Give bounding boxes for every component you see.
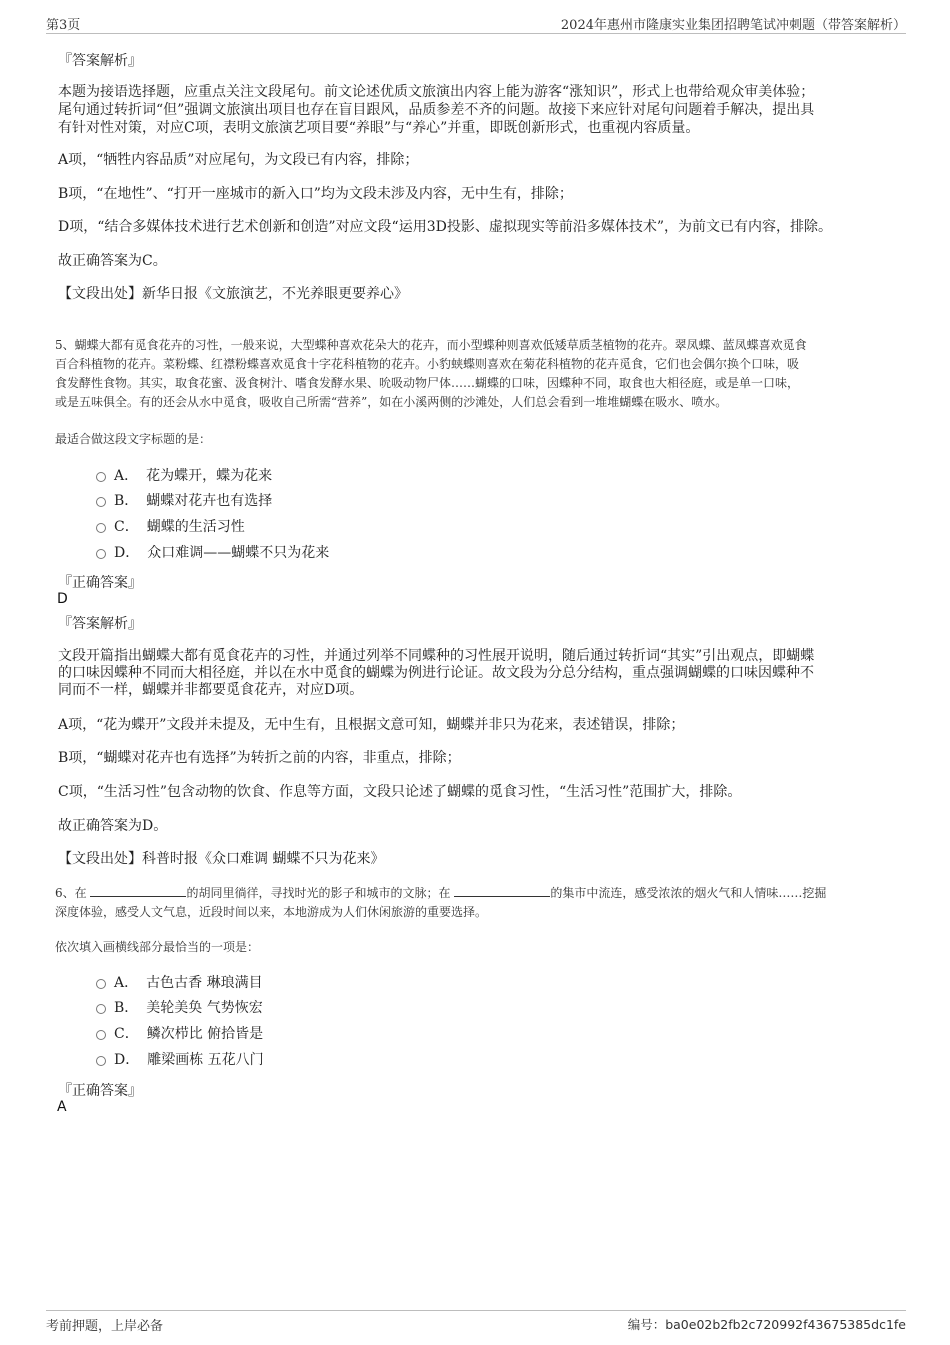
radio-icon[interactable] xyxy=(96,1004,106,1014)
q5-option-d[interactable]: D． 众口难调——蝴蝶不只为花来 xyxy=(96,543,329,563)
q4-analysis-paragraph xyxy=(58,84,898,138)
q5-passage-line: 5、蝴蝶大都有觅食花卉的习性，一般来说，大型蝶种喜欢花朵大的花卉，而小型蝶种则喜欢低矮草质茎植物的花卉。翠凤蝶、蓝凤蝶喜欢觅食 xyxy=(55,338,807,352)
q5-analysis-label: 『答案解析』 xyxy=(58,616,142,632)
q6-option-d[interactable]: D． 雕梁画栋 五花八门 xyxy=(96,1050,264,1070)
q5-correct-answer: D xyxy=(57,591,68,607)
q4-analysis-line: 本题为接语选择题，应重点关注文段尾句。前文论述优质文旅演出内容上能为游客“涨知识”，形式上也带给观众审美体验； xyxy=(58,84,815,100)
q6-correct-label: 『正确答案』 xyxy=(58,1083,142,1099)
radio-icon[interactable] xyxy=(96,979,106,989)
q5-prompt: 最适合做这段文字标题的是： xyxy=(55,432,212,446)
footer-slogan: 考前押题，上岸必备 xyxy=(46,1319,164,1334)
q6-prompt: 依次填入画横线部分最恰当的一项是： xyxy=(55,940,260,954)
radio-icon[interactable] xyxy=(96,523,106,533)
q5-option-c-analysis: C项，“生活习性”包含动物的饮食、作息等方面，文段只论述了蝴蝶的觅食习性，“生活习性”范围扩大，排除。 xyxy=(58,784,742,800)
q4-option-a-analysis: A项，“牺牲内容品质”对应尾句，为文段已有内容，排除； xyxy=(58,152,419,168)
q5-conclusion: 故正确答案为D。 xyxy=(58,818,168,834)
q4-source: 【文段出处】新华日报《文旅演艺，不光养眼更要养心》 xyxy=(58,286,408,302)
page-header xyxy=(46,14,906,34)
document-title: 2024年惠州市隆康实业集团招聘笔试冲刺题（带答案解析） xyxy=(560,18,906,33)
q4-conclusion: 故正确答案为C。 xyxy=(58,253,167,269)
q5-passage-line: 食发酵性食物。其实，取食花蜜、汲食树汁、嗜食发酵水果、吮吸动物尸体……蝴蝶的口味，因蝶种不同，取食也大相径庭，或是单一口味， xyxy=(55,376,800,390)
page-number: 第3页 xyxy=(46,18,81,33)
fill-in-blank xyxy=(90,885,186,897)
q6-option-a[interactable]: A． 古色古香 琳琅满目 xyxy=(96,973,263,993)
radio-icon[interactable] xyxy=(96,549,106,559)
q4-analysis-line: 有针对性对策，对应C项，表明文旅演艺项目要“养眼”与“养心”并重，即既创新形式，也重视内容质量。 xyxy=(58,120,700,136)
q5-source: 【文段出处】科普时报《众口难调 蝴蝶不只为花来》 xyxy=(58,851,385,867)
q6-stem-line-1: 6、在 的胡同里徜徉，寻找时光的影子和城市的文脉；在 的集市中流连，感受浓浓的烟火气和人情味……挖掘 xyxy=(55,886,827,900)
q5-option-a[interactable]: A． 花为蝶开，蝶为花来 xyxy=(96,466,272,486)
page-footer xyxy=(46,1310,906,1334)
q5-passage-line: 或是五味俱全。有的还会从水中觅食，吸收自己所需“营养”，如在小溪两侧的沙滩处，人们总会看到一堆堆蝴蝶在吸水、喷水。 xyxy=(55,395,728,409)
q6-option-c[interactable]: C． 鳞次栉比 俯拾皆是 xyxy=(96,1024,263,1044)
q5-analysis-line: 文段开篇指出蝴蝶大都有觅食花卉的习性，并通过列举不同蝶种的习性展开说明，随后通过转折词“其实”引出观点，即蝴蝶 xyxy=(58,648,815,664)
q5-passage-line: 百合科植物的花卉。菜粉蝶、红襟粉蝶喜欢觅食十字花科植物的花卉。小豹蛱蝶则喜欢在菊花科植物的花卉觅食，它们也会偶尔换个口味，吸 xyxy=(55,357,800,371)
q4-analysis-label: 『答案解析』 xyxy=(58,53,142,69)
q5-correct-label: 『正确答案』 xyxy=(58,575,142,591)
q4-option-d-analysis: D项，“结合多媒体技术进行艺术创新和创造”对应文段“运用3D投影、虚拟现实等前沿多媒体技术”，为前文已有内容，排除。 xyxy=(58,219,832,235)
document-id: 编号：ba0e02b2fb2c720992f43675385dc1fe xyxy=(627,1317,906,1332)
q6-stem-line-2: 深度体验，感受人文气息，近段时间以来，本地游成为人们休闲旅游的重要选择。 xyxy=(55,905,488,919)
radio-icon[interactable] xyxy=(96,472,106,482)
q5-option-b[interactable]: B． 蝴蝶对花卉也有选择 xyxy=(96,491,272,511)
q5-option-a-analysis: A项，“花为蝶开”文段并未提及，无中生有，且根据文意可知，蝴蝶并非只为花来，表述错误，排除； xyxy=(58,717,685,733)
q5-passage xyxy=(55,336,905,412)
fill-in-blank xyxy=(454,885,550,897)
q5-option-b-analysis: B项，“蝴蝶对花卉也有选择”为转折之前的内容，非重点，排除； xyxy=(58,750,461,766)
radio-icon[interactable] xyxy=(96,1056,106,1066)
q5-analysis-line: 的口味因蝶种不同而大相径庭，并以在水中觅食的蝴蝶为例进行论证。故文段为分总分结构，重点强调蝴蝶的口味因蝶种不 xyxy=(58,665,814,681)
q5-analysis-paragraph xyxy=(58,648,898,699)
q6-option-b[interactable]: B． 美轮美奂 气势恢宏 xyxy=(96,998,263,1018)
q6-correct-answer: A xyxy=(57,1099,67,1115)
q5-option-c[interactable]: C． 蝴蝶的生活习性 xyxy=(96,517,245,537)
q4-option-b-analysis: B项，“在地性”、“打开一座城市的新入口”均为文段未涉及内容，无中生有，排除； xyxy=(58,186,573,202)
q5-analysis-line: 同而不一样，蝴蝶并非都要觅食花卉，对应D项。 xyxy=(58,682,364,698)
q4-analysis-line: 尾句通过转折词“但”强调文旅演出项目也存在盲目跟风，品质参差不齐的问题。故接下来应针对尾句问题着手解决，提出具 xyxy=(58,102,815,118)
radio-icon[interactable] xyxy=(96,497,106,507)
radio-icon[interactable] xyxy=(96,1030,106,1040)
